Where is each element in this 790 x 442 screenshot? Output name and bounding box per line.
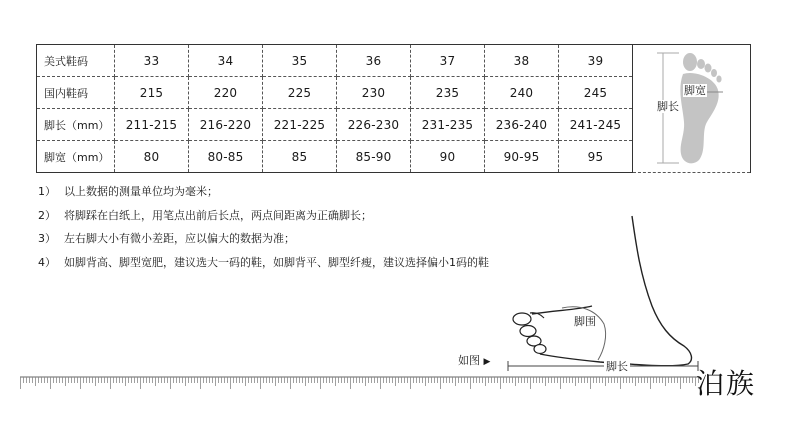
table-cell: 216-220 <box>189 109 263 141</box>
note-text: 左右脚大小有微小差距，应以偏大的数据为准； <box>64 232 295 245</box>
table-cell: 215 <box>115 77 189 109</box>
table-cell: 241-245 <box>559 109 633 141</box>
row-header: 美式鞋码 <box>37 45 115 77</box>
table-cell: 220 <box>189 77 263 109</box>
table-cell: 245 <box>559 77 633 109</box>
table-cell: 231-235 <box>411 109 485 141</box>
foot-side-icon <box>500 214 700 380</box>
table-cell: 38 <box>485 45 559 77</box>
table-cell: 36 <box>337 45 411 77</box>
table-cell: 33 <box>115 45 189 77</box>
footprint-diagram <box>655 50 725 168</box>
table-cell: 39 <box>559 45 633 77</box>
brand-logo: 泊族 <box>696 367 757 400</box>
table-cell: 34 <box>189 45 263 77</box>
table-cell: 35 <box>263 45 337 77</box>
note-text: 将脚踩在白纸上，用笔点出前后长点，两点间距离为正确脚长； <box>64 208 372 222</box>
side-foot-diagram <box>500 214 700 380</box>
note-item <box>38 251 489 275</box>
table-cell: 226-230 <box>337 109 411 141</box>
foot-length-label: 脚长 <box>657 100 679 113</box>
as-shown-text: 如图 <box>458 354 480 367</box>
as-shown-label <box>458 354 490 369</box>
table-cell: 80-85 <box>189 141 263 173</box>
table-cell: 85 <box>263 141 337 173</box>
table-cell: 225 <box>263 77 337 109</box>
table-cell: 235 <box>411 77 485 109</box>
row-header: 脚长（mm） <box>37 109 115 141</box>
triangle-right-icon: ▶ <box>483 357 491 367</box>
table-cell: 95 <box>559 141 633 173</box>
foot-girth-label: 脚围 <box>574 315 596 328</box>
table-cell: 211-215 <box>115 109 189 141</box>
note-number: 4） <box>38 255 56 269</box>
foot-width-label: 脚宽 <box>684 84 706 97</box>
size-chart-table <box>36 44 751 173</box>
table-cell: 37 <box>411 45 485 77</box>
ruler-scale <box>20 376 700 390</box>
table-cell: 80 <box>115 141 189 173</box>
note-item <box>38 227 489 251</box>
table-cell: 240 <box>485 77 559 109</box>
side-length-label: 脚长 <box>606 360 628 373</box>
table-row <box>37 45 751 77</box>
note-item <box>38 204 489 228</box>
notes-list <box>38 180 489 274</box>
table-cell: 236-240 <box>485 109 559 141</box>
table-cell: 90 <box>411 141 485 173</box>
note-item <box>38 180 489 204</box>
note-text: 以上数据的测量单位均为毫米； <box>64 185 218 198</box>
note-text: 如脚背高、脚型宽肥，建议选大一码的鞋，如脚背平、脚型纤瘦，建议选择偏小1码的鞋 <box>64 255 489 269</box>
table-cell: 85-90 <box>337 141 411 173</box>
note-number: 1） <box>38 185 56 198</box>
table-cell: 221-225 <box>263 109 337 141</box>
table-cell: 230 <box>337 77 411 109</box>
table-cell: 90-95 <box>485 141 559 173</box>
note-number: 3） <box>38 232 56 245</box>
row-header: 国内鞋码 <box>37 77 115 109</box>
row-header: 脚宽（mm） <box>37 141 115 173</box>
note-number: 2） <box>38 208 56 222</box>
